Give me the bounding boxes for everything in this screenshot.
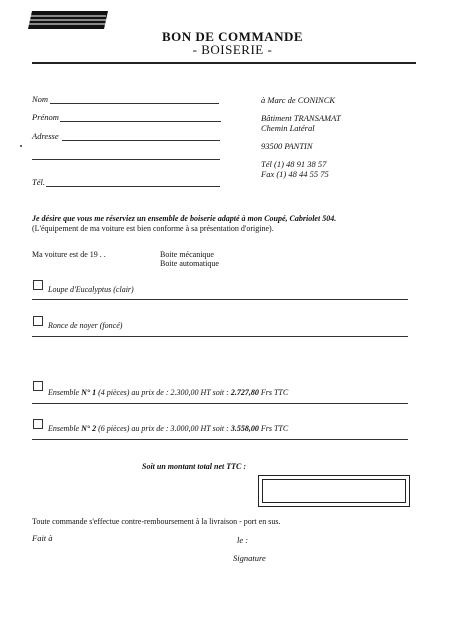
ensemble-1-checkbox[interactable] [33,381,43,391]
adresse-field-2[interactable] [32,159,220,160]
nom-field[interactable] [50,103,219,104]
payment-note: Toute commande s'effectue contre-remboursement à la livraison - port en sus. [32,517,281,526]
adresse-label: Adresse [32,131,59,141]
adresse-field[interactable] [62,140,220,141]
tel-label: Tél. [32,177,45,187]
total-label: Soit un montant total net TTC : [142,462,247,471]
fait-a-label: Fait à [32,533,53,543]
noyer-label: Ronce de noyer (foncé) [48,321,123,330]
car-year[interactable]: Ma voiture est de 19 . . [32,250,106,259]
eucalyptus-label: Loupe d'Eucalyptus (clair) [48,285,134,294]
recipient-fax: Fax (1) 48 44 55 75 [261,169,329,179]
header-divider [32,62,416,64]
eucalyptus-checkbox[interactable] [33,280,43,290]
recipient-line1: Bâtiment TRANSAMAT [261,113,341,123]
ensemble-2-checkbox[interactable] [33,419,43,429]
option-rule [32,439,408,440]
page-title: BON DE COMMANDE [161,29,304,44]
gearbox-manual[interactable]: Boite mécanique [160,250,214,259]
recipient-line2: Chemin Latéral [261,123,315,133]
option-rule [32,299,408,300]
signature-label: Signature [233,553,266,563]
mdc-logo [28,9,108,31]
recipient-name: à Marc de CONINCK [261,95,336,105]
margin-mark [20,145,22,147]
ensemble-2-text: Ensemble N° 2 (6 pièces) au prix de : 3.000,00 HT soit : 3.558,00 Frs TTC [48,424,289,433]
prenom-label: Prénom [32,112,59,122]
option-rule [32,403,408,404]
intro-note: (L'équipement de ma voiture est bien conforme à sa présentation d'origine). [32,224,274,233]
recipient-city: 93500 PANTIN [261,141,313,151]
intro-request: Je désire que vous me réserviez un ensemble de boiserie adapté à mon Coupé, Cabriolet 504. [32,214,337,223]
page-subtitle: - BOISERIE - [192,42,273,57]
prenom-field[interactable] [60,121,221,122]
date-label: le : [237,535,249,545]
nom-label: Nom [32,94,49,104]
recipient-tel: Tél (1) 48 91 38 57 [261,159,327,169]
ensemble-1-text: Ensemble N° 1 (4 pièces) au prix de : 2.300,00 HT soit : 2.727,80 Frs TTC [48,388,289,397]
option-rule [32,336,408,337]
tel-field[interactable] [46,186,220,187]
noyer-checkbox[interactable] [33,316,43,326]
total-box[interactable] [258,475,410,507]
gearbox-auto[interactable]: Boite automatique [160,259,219,268]
